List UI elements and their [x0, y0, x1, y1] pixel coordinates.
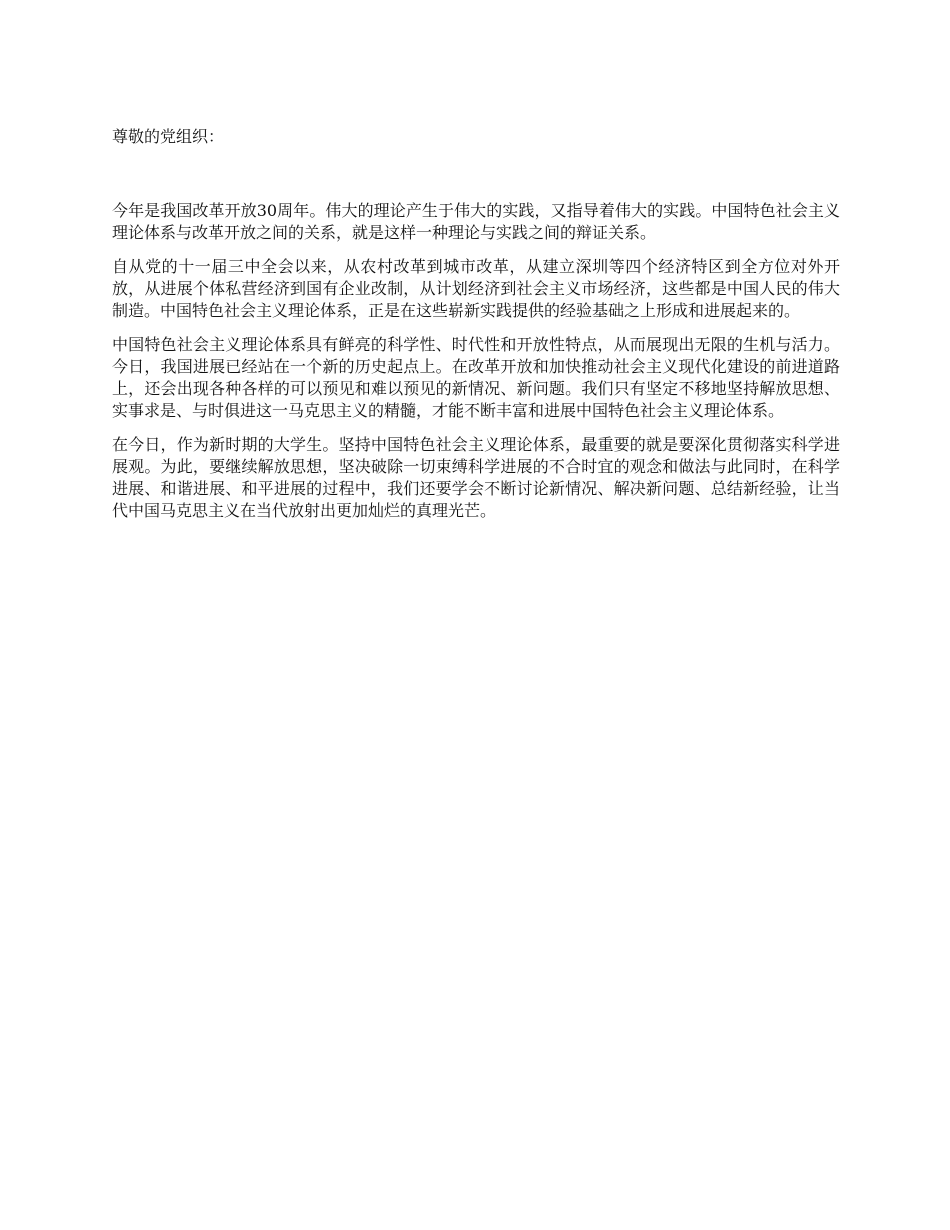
salutation: 尊敬的党组织：	[112, 127, 225, 146]
letter-body	[112, 126, 840, 534]
paragraph: 自从党的十一届三中全会以来，从农村改革到城市改革，从建立深圳等四个经济特区到全方位对外开放，从进展个体私营经济到国有企业改制，从计划经济到社会主义市场经济，这些都是中国人民的伟大制造。中国特色社会主义理论体系，正是在这些崭新实践提供的经验基础之上形成和进展起来的。	[112, 257, 840, 320]
paragraph: 在今日，作为新时期的大学生。坚持中国特色社会主义理论体系，最重要的就是要深化贯彻落实科学进展观。为此，要继续解放思想，坚决破除一切束缚科学进展的不合时宜的观念和做法与此同时，在科学进展、和谐进展、和平进展的过程中，我们还要学会不断讨论新情况、解决新问题、总结新经验，让当代中国马克思主义在当代放射出更加灿烂的真理光芒。	[112, 435, 840, 520]
paragraph: 中国特色社会主义理论体系具有鲜亮的科学性、时代性和开放性特点，从而展现出无限的生机与活力。今日，我国进展已经站在一个新的历史起点上。在改革开放和加快推动社会主义现代化建设的前进道路上，还会出现各种各样的可以预见和难以预见的新情况、新问题。我们只有坚定不移地坚持解放思想、实事求是、与时俱进这一马克思主义的精髓，才能不断丰富和进展中国特色社会主义理论体系。	[112, 335, 840, 420]
paragraph: 今年是我国改革开放30周年。伟大的理论产生于伟大的实践，又指导着伟大的实践。中国特色社会主义理论体系与改革开放之间的关系，就是这样一种理论与实践之间的辩证关系。	[112, 201, 840, 242]
